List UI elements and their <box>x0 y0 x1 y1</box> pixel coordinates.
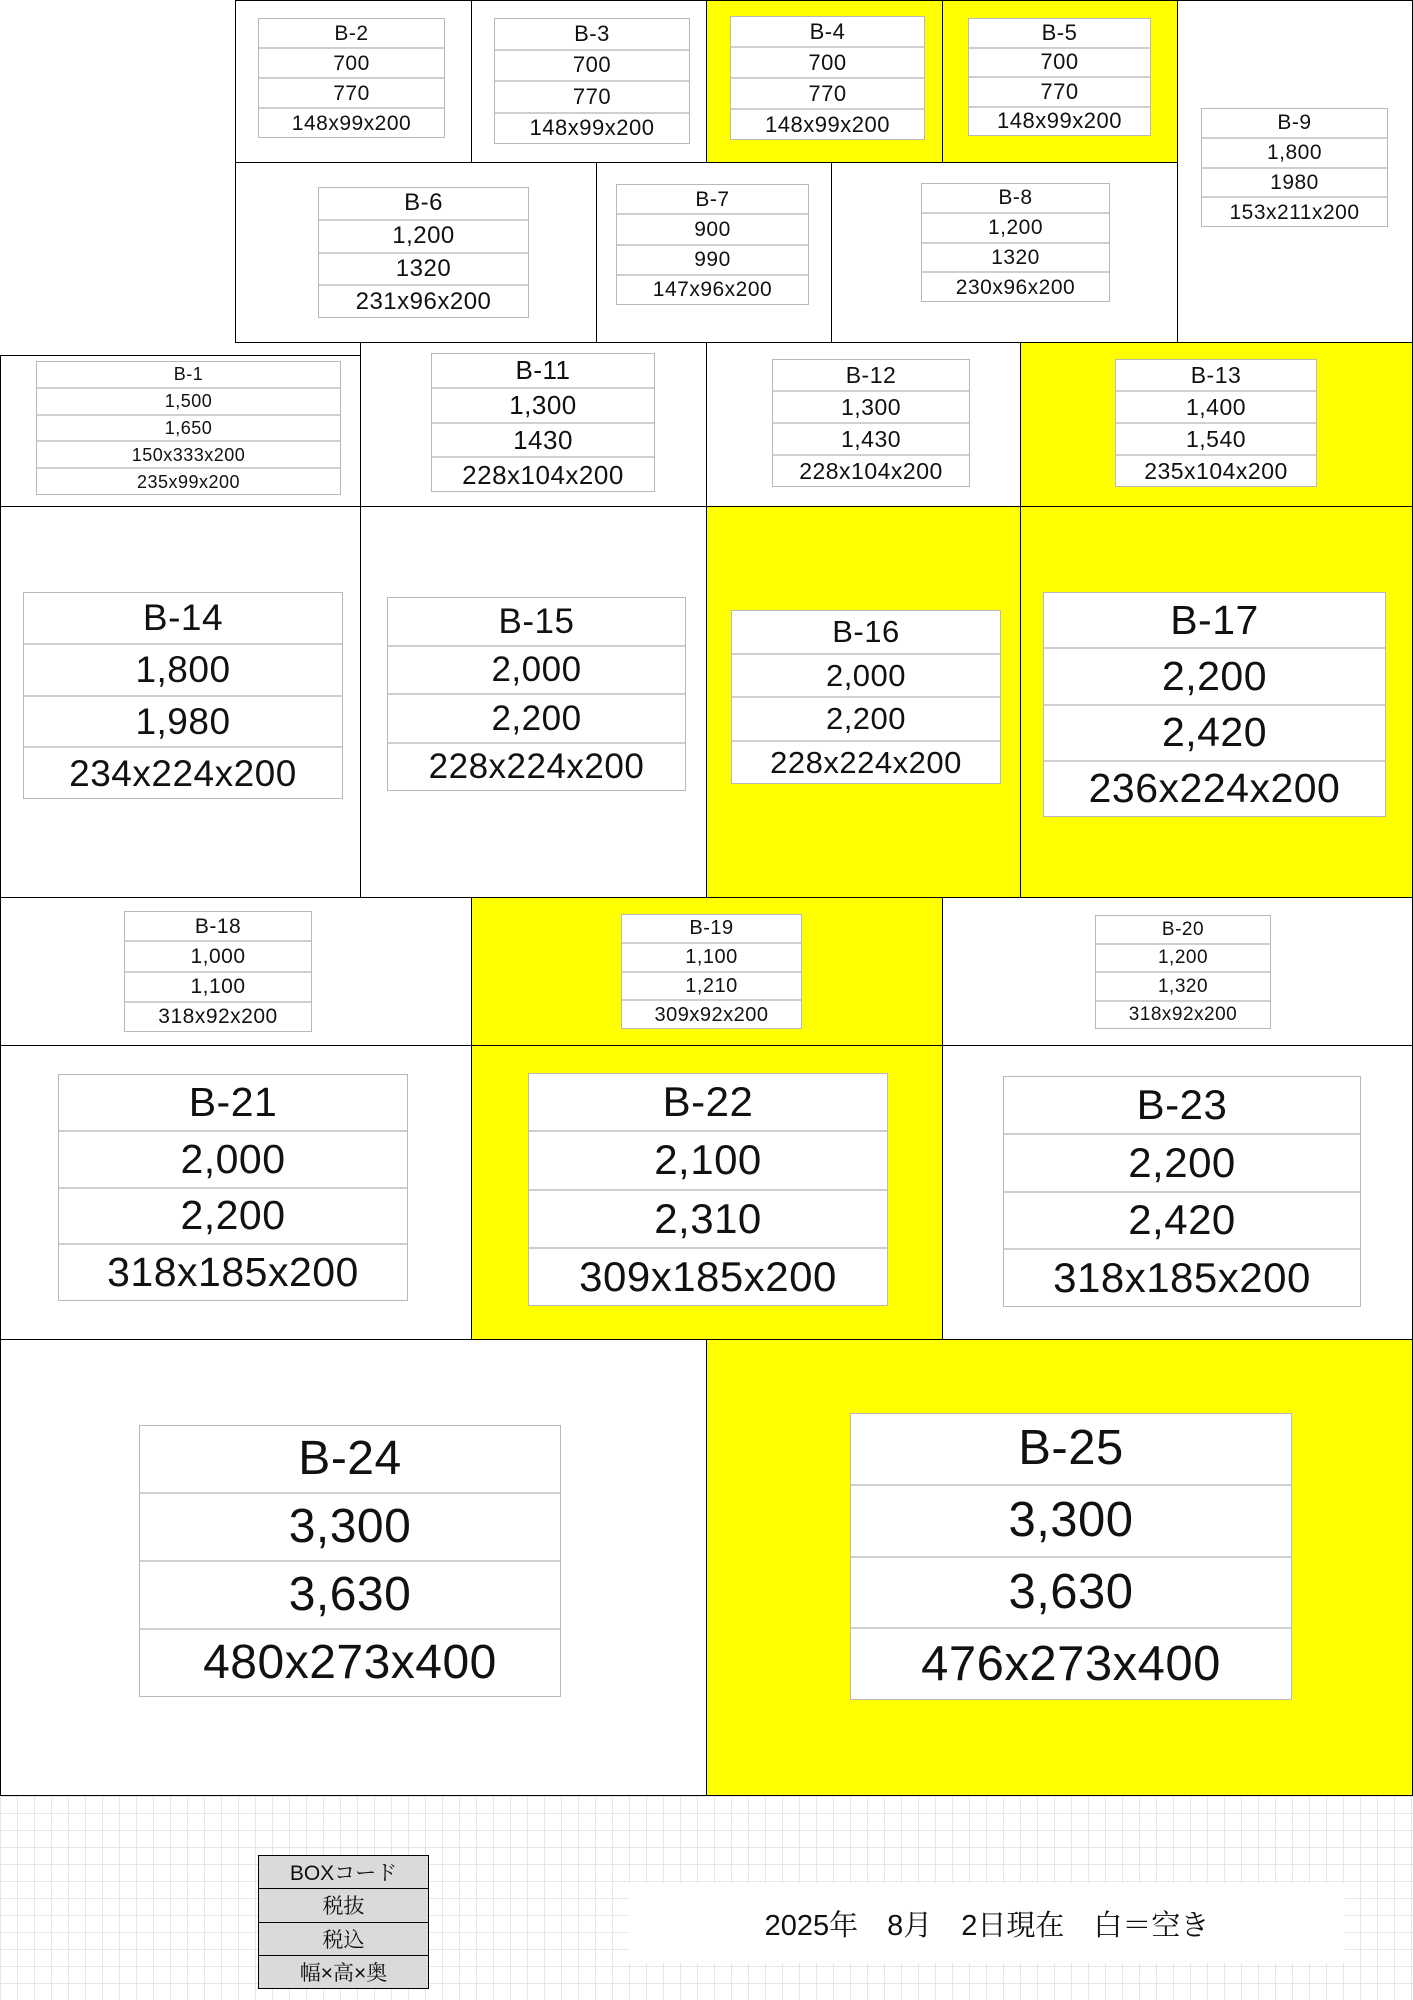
price-excl-tax: 900 <box>617 213 808 243</box>
box-card-b-4 <box>730 16 925 140</box>
box-card-b-25 <box>850 1413 1292 1700</box>
box-cell-b-12 <box>706 342 1021 507</box>
box-cell-b-24 <box>0 1339 707 1796</box>
box-code: B-5 <box>1041 19 1078 45</box>
box-card-b-13 <box>1115 359 1317 487</box>
dimensions: 235x104x200 <box>1116 454 1316 486</box>
box-card-b-6 <box>318 187 529 318</box>
dimensions: 148x99x200 <box>495 112 689 144</box>
price-excl-tax: 1,200 <box>922 212 1109 242</box>
price-incl-tax: 1320 <box>922 242 1109 272</box>
box-code: B-13 <box>1190 361 1242 388</box>
box-code: B-21 <box>188 1078 278 1125</box>
legend-price-excl-tax: 税抜 <box>259 1888 428 1921</box>
price-excl-tax: 1,400 <box>1116 390 1316 422</box>
box-card-b-17 <box>1043 592 1386 817</box>
box-code: B-9 <box>1277 111 1312 135</box>
box-card-b-24 <box>139 1425 561 1697</box>
box-card-b-21 <box>58 1074 408 1301</box>
price-incl-tax: 770 <box>731 77 924 108</box>
price-incl-tax: 2,420 <box>1004 1191 1360 1249</box>
box-cell-b-8 <box>831 162 1178 343</box>
box-cell-b-6 <box>235 162 597 343</box>
price-incl-tax: 3,630 <box>851 1556 1291 1628</box>
price-incl-tax: 990 <box>617 244 808 274</box>
box-card-b-9 <box>1201 108 1388 227</box>
dimensions: 148x99x200 <box>259 107 444 137</box>
price-incl-tax: 1980 <box>1202 167 1387 197</box>
box-card-b-16 <box>731 610 1001 784</box>
price-excl-tax: 700 <box>731 46 924 77</box>
box-cell-b-5 <box>942 0 1178 163</box>
box-cell-b-1 <box>0 355 361 507</box>
price-incl-tax: 770 <box>259 77 444 107</box>
price-incl-tax: 1,430 <box>773 422 969 454</box>
box-card-b-18 <box>124 911 312 1032</box>
dimensions: 228x224x200 <box>388 742 685 791</box>
dimensions: 228x224x200 <box>732 740 1000 784</box>
box-cell-b-13 <box>1020 342 1413 507</box>
box-cell-b-20 <box>942 897 1413 1046</box>
box-code: B-12 <box>845 361 897 388</box>
price-excl-tax: 1,000 <box>125 940 311 970</box>
dimensions: 150x333x200 <box>37 440 340 467</box>
box-code: B-8 <box>998 186 1033 210</box>
box-card-b-15 <box>387 597 686 791</box>
box-card-b-7 <box>616 184 809 305</box>
box-card-b-22 <box>528 1073 888 1306</box>
box-code: B-15 <box>498 601 575 641</box>
price-excl-tax: 2,200 <box>1044 647 1385 703</box>
box-code: B-4 <box>809 18 846 44</box>
box-code: B-22 <box>662 1078 754 1126</box>
box-card-b-23 <box>1003 1076 1361 1307</box>
price-excl-tax: 2,200 <box>1004 1133 1360 1191</box>
box-code: B-11 <box>515 355 571 386</box>
box-card-b-14 <box>23 592 343 799</box>
price-excl-tax: 1,500 <box>37 387 340 414</box>
price-excl-tax: 1,300 <box>773 390 969 422</box>
dimensions: 147x96x200 <box>617 274 808 304</box>
box-cell-b-3 <box>471 0 707 163</box>
dimensions: 231x96x200 <box>319 284 528 317</box>
dimensions: 318x185x200 <box>1004 1248 1360 1306</box>
box-card-b-12 <box>772 359 970 487</box>
price-incl-tax: 2,310 <box>529 1189 887 1247</box>
box-cell-b-18 <box>0 897 472 1046</box>
legend-box <box>258 1855 429 1989</box>
dimensions: 228x104x200 <box>432 456 654 491</box>
dimensions: 318x92x200 <box>1096 1000 1270 1029</box>
box-card-b-2 <box>258 18 445 138</box>
price-excl-tax: 700 <box>259 47 444 77</box>
box-cell-b-9 <box>1177 0 1413 343</box>
box-code: B-1 <box>173 364 204 385</box>
price-excl-tax: 2,100 <box>529 1130 887 1188</box>
price-incl-tax: 1,320 <box>1096 971 1270 1000</box>
box-card-b-20 <box>1095 915 1271 1029</box>
box-code: B-7 <box>695 187 730 211</box>
dimensions: 235x99x200 <box>37 467 340 494</box>
legend-dimensions: 幅×高×奥 <box>259 1955 428 1988</box>
price-excl-tax: 1,200 <box>319 219 528 252</box>
legend-box-code: BOXコード <box>289 1862 398 1886</box>
price-incl-tax: 770 <box>969 76 1150 106</box>
box-cell-b-25 <box>706 1339 1413 1796</box>
dimensions: 148x99x200 <box>731 108 924 139</box>
box-code: B-2 <box>334 21 369 45</box>
price-excl-tax: 700 <box>495 49 689 81</box>
price-incl-tax: 1,210 <box>622 971 801 1000</box>
box-cell-b-2 <box>235 0 472 163</box>
price-incl-tax: 2,200 <box>59 1187 407 1244</box>
box-code: B-25 <box>1018 1421 1124 1476</box>
box-code: B-23 <box>1136 1080 1228 1128</box>
price-incl-tax: 1430 <box>432 422 654 457</box>
box-cell-b-22 <box>471 1045 943 1340</box>
box-cell-b-7 <box>596 162 832 343</box>
box-code: B-20 <box>1161 918 1205 940</box>
price-excl-tax: 1,800 <box>24 643 342 695</box>
price-incl-tax: 1,650 <box>37 414 340 441</box>
price-excl-tax: 3,300 <box>140 1492 560 1560</box>
price-incl-tax: 1,100 <box>125 971 311 1001</box>
box-cell-b-4 <box>706 0 943 163</box>
dimensions: 318x185x200 <box>59 1243 407 1300</box>
box-card-b-5 <box>968 18 1151 136</box>
dimensions: 476x273x400 <box>851 1627 1291 1699</box>
box-code: B-19 <box>689 917 734 940</box>
dimensions: 318x92x200 <box>125 1001 311 1031</box>
price-excl-tax: 2,000 <box>59 1130 407 1187</box>
price-excl-tax: 3,300 <box>851 1484 1291 1556</box>
price-excl-tax: 2,000 <box>388 645 685 694</box>
price-incl-tax: 2,200 <box>732 696 1000 740</box>
dimensions: 234x224x200 <box>24 746 342 798</box>
box-code: B-14 <box>142 597 224 639</box>
box-code: B-24 <box>298 1432 402 1485</box>
dimensions: 230x96x200 <box>922 271 1109 301</box>
dimensions: 480x273x400 <box>140 1628 560 1696</box>
box-code: B-17 <box>1170 596 1259 643</box>
box-cell-b-17 <box>1020 506 1413 898</box>
price-excl-tax: 1,200 <box>1096 943 1270 972</box>
price-incl-tax: 3,630 <box>140 1560 560 1628</box>
box-cell-b-15 <box>360 506 707 898</box>
price-excl-tax: 1,800 <box>1202 137 1387 167</box>
price-excl-tax: 1,100 <box>622 942 801 971</box>
box-code: B-16 <box>832 614 900 650</box>
dimensions: 309x185x200 <box>529 1247 887 1305</box>
price-excl-tax: 2,000 <box>732 653 1000 697</box>
box-card-b-1 <box>36 361 341 495</box>
box-card-b-8 <box>921 183 1110 302</box>
price-incl-tax: 2,200 <box>388 693 685 742</box>
dimensions: 228x104x200 <box>773 454 969 486</box>
status-date-note: 2025年 8月 2日現在 白＝空き <box>629 1883 1345 1963</box>
box-cell-b-11 <box>360 342 707 507</box>
box-card-b-11 <box>431 353 655 492</box>
price-excl-tax: 1,300 <box>432 387 654 422</box>
box-code: B-18 <box>194 914 242 938</box>
box-code: B-3 <box>574 20 610 46</box>
dimensions: 236x224x200 <box>1044 760 1385 816</box>
price-excl-tax: 700 <box>969 47 1150 77</box>
box-cell-b-21 <box>0 1045 472 1340</box>
box-card-b-3 <box>494 18 690 144</box>
dimensions: 153x211x200 <box>1202 196 1387 226</box>
dimensions: 148x99x200 <box>969 106 1150 136</box>
price-incl-tax: 1,980 <box>24 695 342 747</box>
box-card-b-19 <box>621 914 802 1029</box>
box-code: B-6 <box>404 189 443 217</box>
price-incl-tax: 770 <box>495 80 689 112</box>
box-cell-b-19 <box>471 897 943 1046</box>
price-incl-tax: 1320 <box>319 252 528 285</box>
legend-price-incl-tax: 税込 <box>259 1922 428 1955</box>
dimensions: 309x92x200 <box>622 999 801 1028</box>
price-incl-tax: 2,420 <box>1044 704 1385 760</box>
box-cell-b-23 <box>942 1045 1413 1340</box>
box-cell-b-16 <box>706 506 1021 898</box>
price-incl-tax: 1,540 <box>1116 422 1316 454</box>
box-cell-b-14 <box>0 506 361 898</box>
